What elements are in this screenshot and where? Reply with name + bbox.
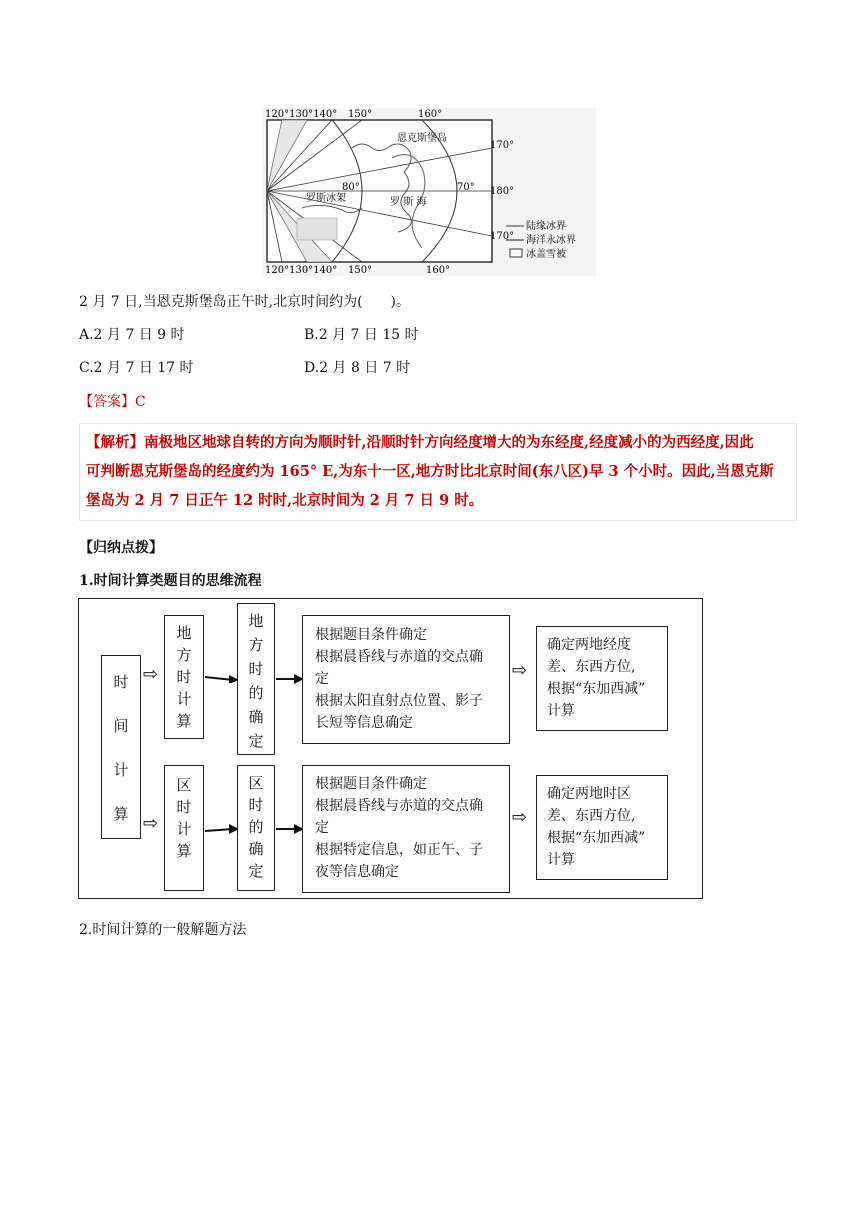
- flow-zone-methods-box: 根据题目条件确定 根据晨昏线与赤道的交点确 定 根据特定信息，如正午、子 夜等信息确定: [302, 765, 510, 893]
- analysis-line-1: 【解析】南极地区地球自转的方向为顺时针,沿顺时针方向经度增大的为东经度,经度减小的为西经度,因此: [86, 434, 754, 451]
- map-lon-top-label: 120°130°140°: [265, 109, 338, 120]
- hollow-arrow-icon: ⇨: [143, 813, 159, 834]
- flow-title: 1.时间计算类题目的思维流程: [79, 573, 262, 589]
- flow-local-det-box: 地 方 时 的 确 定: [237, 603, 275, 755]
- flow-root-box: 时 间 计 算: [101, 655, 141, 839]
- map-lon-170-label: 170°: [490, 140, 515, 151]
- map-place-ice-shelf: 罗斯冰架: [306, 193, 346, 204]
- analysis-label: 【解析】: [86, 434, 144, 451]
- map-lon-180-label: 180°: [490, 186, 515, 197]
- map-lon-bottom-label: 120°130°140°: [265, 265, 338, 276]
- map-lon-160-bottom-label: 160°: [426, 265, 451, 276]
- hollow-arrow-icon: ⇨: [512, 660, 528, 681]
- analysis-box: [79, 423, 797, 521]
- answer-value: C: [135, 394, 146, 410]
- analysis-line-2: 可判断恩克斯堡岛的经度约为 165° E,为东十一区,地方时比北京时间(东八区)早 3 个小时。因此,当恩克斯: [86, 463, 774, 480]
- solid-arrow-icon: [205, 671, 239, 683]
- map-lat-70-label: 70°: [457, 182, 475, 193]
- section-title: 【归纳点拨】: [79, 540, 163, 556]
- flow-zone-calc-box: 区 时 计 算: [164, 765, 204, 891]
- map-lon-150-bottom-label: 150°: [348, 265, 373, 276]
- hollow-arrow-icon: ⇨: [143, 664, 159, 685]
- solid-arrow-icon: [276, 673, 304, 685]
- map-lon-160-label: 160°: [418, 109, 443, 120]
- map-legend-item: 冰盖雪被: [526, 249, 566, 260]
- solid-arrow-icon: [276, 823, 304, 835]
- analysis-line-3: 堡岛为 2 月 7 日正午 12 时时,北京时间为 2 月 7 日 9 时。: [86, 492, 484, 509]
- option-d: D.2 月 8 日 7 时: [304, 360, 411, 376]
- map-lon-150-label: 150°: [348, 109, 373, 120]
- antarctic-map-figure: [262, 108, 596, 276]
- map-legend-item: 陆缘冰界: [526, 221, 566, 232]
- flow-local-methods-box: 根据题目条件确定 根据晨昏线与赤道的交点确 定 根据太阳直射点位置、影子 长短等信息确定: [302, 615, 510, 744]
- map-legend-item: 海洋永冰界: [526, 235, 576, 246]
- flow-zone-result-box: 确定两地时区 差、东西方位, 根据“东加西减” 计算: [536, 775, 668, 880]
- hollow-arrow-icon: ⇨: [512, 807, 528, 828]
- flow-zone-det-box: 区 时 的 确 定: [237, 765, 275, 891]
- question-stem: 2 月 7 日,当恩克斯堡岛正午时,北京时间约为( )。: [79, 294, 410, 310]
- flow-local-result-box: 确定两地经度 差、东西方位, 根据“东加西减” 计算: [536, 626, 668, 731]
- map-lon-170w-label: 170°: [490, 231, 515, 242]
- option-a: A.2 月 7 日 9 时: [79, 327, 185, 343]
- method-title: 2.时间计算的一般解题方法: [79, 922, 247, 938]
- option-b: B.2 月 7 日 15 时: [304, 327, 419, 343]
- map-place-island: 恩克斯堡岛: [397, 133, 447, 144]
- map-place-sea: 罗 斯 海: [390, 197, 427, 208]
- map-lat-80-label: 80°: [342, 182, 360, 193]
- answer-line: [79, 392, 146, 412]
- legend-box-icon: [510, 249, 522, 257]
- flow-local-calc-box: 地 方 时 计 算: [164, 615, 204, 739]
- flow-diagram: [78, 598, 703, 899]
- option-c: C.2 月 7 日 17 时: [79, 360, 194, 376]
- answer-label: 【答案】: [79, 394, 135, 410]
- map-svg: [262, 108, 596, 276]
- solid-arrow-icon: [205, 823, 239, 835]
